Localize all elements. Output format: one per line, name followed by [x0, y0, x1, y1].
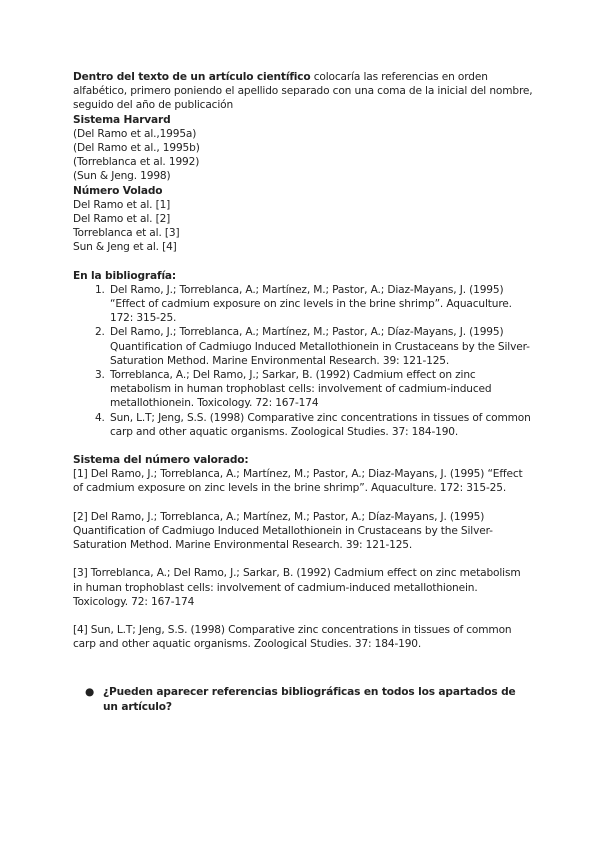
intro-paragraph	[73, 70, 533, 113]
question-item	[85, 685, 533, 713]
valorado-entry: [3] Torreblanca, A.; Del Ramo, J.; Sarkar, B. (1992) Cadmium effect on zinc metabolism in human trophoblast cells: involvement of cadmium-induced metallothionein. Toxicology. 72: 167-174	[73, 567, 521, 608]
valorado-heading: Sistema del número valorado:	[73, 454, 249, 467]
valorado-entry: [2] Del Ramo, J.; Torreblanca, A.; Martínez, M.; Pastor, A.; Díaz-Mayans, J. (1995) Quantification of Cadmiugo Induced Metallothionein in Crustaceans by the Silver-Saturation Method. Marine Environmental Research. 39: 121-125.	[73, 510, 493, 552]
bibliography-entry: 1. Del Ramo, J.; Torreblanca, A.; Martínez, M.; Pastor, A.; Diaz-Mayans, J. (1995) “Effect of cadmium exposure on zinc levels in the brine shrimp”. Aquaculture. 172: 315-25.	[108, 283, 533, 326]
harvard-heading: Sistema Harvard	[73, 113, 171, 126]
valorado-entry: [1] Del Ramo, J.; Torreblanca, A.; Martínez, M.; Pastor, A.; Diaz-Mayans, J. (1995) “Effect of cadmium exposure on zinc levels in the brine shrimp”. Aquaculture. 172: 315-25.	[73, 468, 523, 495]
spacer	[73, 552, 533, 566]
harvard-citation: (Del Ramo et al.,1995a)	[73, 127, 197, 140]
intro-bold-lead: Dentro del texto de un artículo científico	[73, 71, 311, 83]
spacer	[73, 255, 533, 269]
bibliography-entry: 3. Torreblanca, A.; Del Ramo, J.; Sarkar, B. (1992) Cadmium effect on zinc metabolism in human trophoblast cells: involvement of cadmium-induced metallothionein. Toxicology. 72: 167-174	[108, 368, 533, 411]
bullet-icon: ●	[85, 686, 95, 699]
volado-citation: Del Ramo et al. [1]	[73, 198, 171, 211]
intro-rest: colocaría las referencias en orden alfabético, primero poniendo el apellido separado con una coma de la inicial del nombre, seguido del año de publicación	[73, 71, 533, 112]
volado-citation: Del Ramo et al. [2]	[73, 213, 171, 226]
bibliografia-heading: En la bibliografía:	[73, 269, 177, 282]
spacer	[73, 651, 533, 685]
harvard-citation: (Torreblanca et al. 1992)	[73, 156, 200, 169]
bibliography-entry: 2. Del Ramo, J.; Torreblanca, A.; Martínez, M.; Pastor, A.; Díaz-Mayans, J. (1995) Quantification of Cadmiugo Induced Metallothionein in Crustaceans by the Silver-Saturation Method. Marine Environmental Research. 39: 121-125.	[108, 325, 533, 368]
question-text: ¿Pueden aparecer referencias bibliográficas en todos los apartados de un artículo?	[103, 686, 516, 713]
spacer	[73, 609, 533, 623]
document-page	[73, 70, 533, 714]
valorado-entry: [4] Sun, L.T; Jeng, S.S. (1998) Comparative zinc concentrations in tissues of common carp and other aquatic organisms. Zoological Studies. 37: 184-190.	[73, 623, 512, 651]
harvard-citation: (Del Ramo et al., 1995b)	[73, 142, 200, 155]
question-list	[73, 685, 533, 713]
volado-citation: Torreblanca et al. [3]	[73, 227, 180, 240]
bibliography-list	[73, 283, 533, 439]
spacer	[73, 439, 533, 453]
volado-citation: Sun & Jeng et al. [4]	[73, 241, 177, 254]
harvard-citation: (Sun & Jeng. 1998)	[73, 170, 171, 183]
bibliography-entry: 4. Sun, L.T; Jeng, S.S. (1998) Comparative zinc concentrations in tissues of common carp and other aquatic organisms. Zoological Studies. 37: 184-190.	[108, 411, 533, 439]
volado-heading: Número Volado	[73, 184, 163, 197]
spacer	[73, 496, 533, 510]
